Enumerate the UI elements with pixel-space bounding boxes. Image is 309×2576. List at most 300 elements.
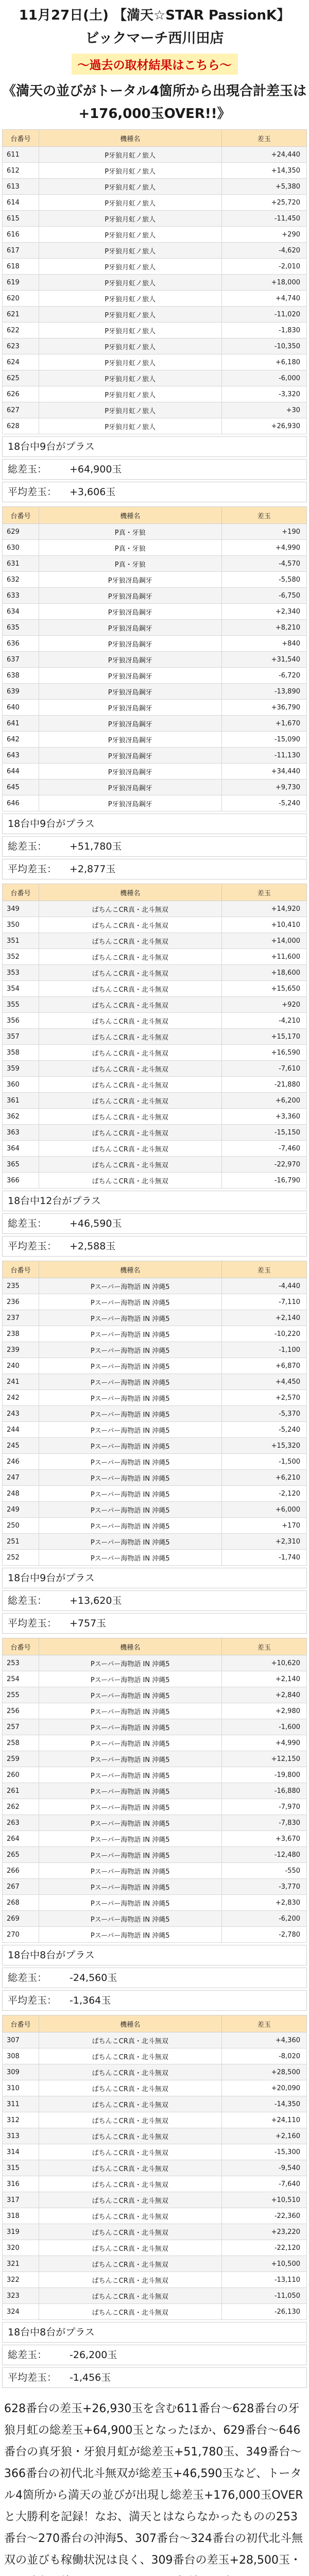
table-row bbox=[3, 1470, 307, 1486]
table-row bbox=[3, 338, 307, 354]
machine-name: P牙狼月虹ノ旅人 bbox=[39, 323, 221, 338]
difference-balls: -15,150 bbox=[221, 1125, 306, 1141]
machine-name: ぱちんこCR真・北斗無双 bbox=[39, 1077, 221, 1093]
machine-name: Pスーパー海物語 IN 沖縄5 bbox=[39, 1518, 221, 1534]
machine-number: 365 bbox=[3, 1157, 39, 1173]
table-row bbox=[3, 604, 307, 620]
machine-number: 260 bbox=[3, 1767, 39, 1783]
machine-name: Pスーパー海物語 IN 沖縄5 bbox=[39, 1374, 221, 1390]
difference-balls: +14,350 bbox=[221, 163, 306, 179]
difference-balls: -22,360 bbox=[221, 2208, 306, 2224]
table-row bbox=[3, 1879, 307, 1895]
machine-number: 263 bbox=[3, 1815, 39, 1831]
machine-name: P牙狼月虹ノ旅人 bbox=[39, 418, 221, 434]
table-row bbox=[3, 2112, 307, 2128]
machine-number: 244 bbox=[3, 1422, 39, 1438]
difference-balls: +6,000 bbox=[221, 1502, 306, 1518]
machine-number: 360 bbox=[3, 1077, 39, 1093]
table-row bbox=[3, 1655, 307, 1671]
table-row bbox=[3, 779, 307, 795]
machine-number: 612 bbox=[3, 163, 39, 179]
machine-number: 644 bbox=[3, 764, 39, 779]
machine-number: 623 bbox=[3, 338, 39, 354]
table-row bbox=[3, 1863, 307, 1879]
table-row bbox=[3, 370, 307, 386]
machine-name: Pスーパー海物語 IN 沖縄5 bbox=[39, 1863, 221, 1879]
table-row bbox=[3, 1077, 307, 1093]
difference-balls: -12,480 bbox=[221, 1847, 306, 1863]
machine-name: ぱちんこCR真・北斗無双 bbox=[39, 933, 221, 949]
average-value: +3,606玉 bbox=[70, 486, 116, 498]
table-row bbox=[3, 949, 307, 965]
difference-balls: +25,720 bbox=[221, 195, 306, 211]
table-row bbox=[3, 2208, 307, 2224]
machine-name: P牙狼冴島鋼牙 bbox=[39, 684, 221, 700]
difference-balls: +18,000 bbox=[221, 275, 306, 291]
machine-name: P真・牙狼 bbox=[39, 556, 221, 572]
machine-number: 614 bbox=[3, 195, 39, 211]
table-row bbox=[3, 1310, 307, 1326]
total-value: -24,560玉 bbox=[70, 1972, 117, 1984]
table-row bbox=[3, 1927, 307, 1943]
machine-name: P牙狼冴島鋼牙 bbox=[39, 652, 221, 668]
machine-number: 643 bbox=[3, 748, 39, 764]
difference-balls: +15,320 bbox=[221, 1438, 306, 1454]
machine-number: 636 bbox=[3, 636, 39, 652]
machine-name: ぱちんこCR真・北斗無双 bbox=[39, 2208, 221, 2224]
col-header-no: 台番号 bbox=[3, 1261, 39, 1278]
difference-balls: +14,920 bbox=[221, 901, 306, 917]
machine-number: 359 bbox=[3, 1061, 39, 1077]
total-difference bbox=[2, 2345, 307, 2365]
difference-balls: -6,720 bbox=[221, 668, 306, 684]
table-row bbox=[3, 1751, 307, 1767]
machine-number: 615 bbox=[3, 211, 39, 227]
table-row bbox=[3, 1109, 307, 1125]
machine-number: 259 bbox=[3, 1751, 39, 1767]
col-header-sa: 差玉 bbox=[221, 507, 306, 524]
machine-number: 268 bbox=[3, 1895, 39, 1911]
table-row bbox=[3, 1342, 307, 1358]
table-row bbox=[3, 588, 307, 604]
difference-balls: +26,930 bbox=[221, 418, 306, 434]
table-row bbox=[3, 354, 307, 370]
difference-balls: +4,740 bbox=[221, 291, 306, 307]
col-header-sa: 差玉 bbox=[221, 2015, 306, 2032]
machine-name: P牙狼冴島鋼牙 bbox=[39, 700, 221, 716]
table-row bbox=[3, 1438, 307, 1454]
machine-name: Pスーパー海物語 IN 沖縄5 bbox=[39, 1550, 221, 1566]
machine-number: 361 bbox=[3, 1093, 39, 1109]
table-row bbox=[3, 2240, 307, 2256]
total-label: 総差玉： bbox=[8, 841, 47, 852]
total-value: +46,590玉 bbox=[70, 1218, 122, 1229]
table-row bbox=[3, 917, 307, 933]
machine-name: Pスーパー海物語 IN 沖縄5 bbox=[39, 1390, 221, 1406]
difference-balls: -1,740 bbox=[221, 1550, 306, 1566]
difference-balls: +4,990 bbox=[221, 540, 306, 556]
machine-name: ぱちんこCR真・北斗無双 bbox=[39, 1093, 221, 1109]
col-header-sa: 差玉 bbox=[221, 130, 306, 147]
machine-number: 618 bbox=[3, 259, 39, 275]
total-label: 総差玉： bbox=[8, 1595, 47, 1606]
machine-number: 363 bbox=[3, 1125, 39, 1141]
machine-name: Pスーパー海物語 IN 沖縄5 bbox=[39, 1735, 221, 1751]
machine-number: 313 bbox=[3, 2128, 39, 2144]
table-row bbox=[3, 1735, 307, 1751]
table-row bbox=[3, 243, 307, 259]
machine-name: P真・牙狼 bbox=[39, 540, 221, 556]
difference-balls: -16,880 bbox=[221, 1783, 306, 1799]
difference-balls: -10,220 bbox=[221, 1326, 306, 1342]
result-block bbox=[0, 1261, 309, 1638]
difference-balls: -550 bbox=[221, 1863, 306, 1879]
machine-number: 310 bbox=[3, 2080, 39, 2096]
machine-name: ぱちんこCR真・北斗無双 bbox=[39, 2048, 221, 2064]
difference-balls: -11,020 bbox=[221, 307, 306, 323]
machine-number: 266 bbox=[3, 1863, 39, 1879]
machine-number: 628 bbox=[3, 418, 39, 434]
machine-number: 646 bbox=[3, 795, 39, 811]
plus-count-summary: 18台中9台がプラス bbox=[2, 1568, 307, 1588]
result-block bbox=[0, 506, 309, 884]
total-value: +64,900玉 bbox=[70, 464, 122, 475]
col-header-sa: 差玉 bbox=[221, 1638, 306, 1655]
table-row bbox=[3, 323, 307, 338]
machine-number: 321 bbox=[3, 2256, 39, 2272]
difference-balls: -7,830 bbox=[221, 1815, 306, 1831]
table-row bbox=[3, 1061, 307, 1077]
table-row bbox=[3, 1093, 307, 1109]
average-label: 平均差玉： bbox=[8, 1618, 57, 1629]
difference-balls: +10,620 bbox=[221, 1655, 306, 1671]
difference-balls: +6,210 bbox=[221, 1470, 306, 1486]
difference-balls: -7,610 bbox=[221, 1061, 306, 1077]
machine-name: ぱちんこCR真・北斗無双 bbox=[39, 901, 221, 917]
table-row bbox=[3, 1815, 307, 1831]
average-label: 平均差玉： bbox=[8, 486, 57, 498]
machine-number: 638 bbox=[3, 668, 39, 684]
difference-balls: -4,440 bbox=[221, 1278, 306, 1294]
machine-name: P真・牙狼 bbox=[39, 524, 221, 540]
machine-name: ぱちんこCR真・北斗無双 bbox=[39, 965, 221, 981]
table-row bbox=[3, 1294, 307, 1310]
table-row bbox=[3, 1486, 307, 1502]
machine-name: Pスーパー海物語 IN 沖縄5 bbox=[39, 1703, 221, 1719]
table-row bbox=[3, 1045, 307, 1061]
machine-number: 250 bbox=[3, 1518, 39, 1534]
results-table bbox=[2, 129, 307, 434]
machine-number: 314 bbox=[3, 2144, 39, 2160]
table-row bbox=[3, 2080, 307, 2096]
difference-balls: +2,140 bbox=[221, 1671, 306, 1687]
difference-balls: +30 bbox=[221, 402, 306, 418]
past-results-link[interactable]: ～過去の取材結果はこちら～ bbox=[72, 54, 238, 75]
table-row bbox=[3, 1687, 307, 1703]
machine-name: P牙狼月虹ノ旅人 bbox=[39, 243, 221, 259]
difference-balls: -5,580 bbox=[221, 572, 306, 588]
machine-name: P牙狼月虹ノ旅人 bbox=[39, 386, 221, 402]
difference-balls: -4,570 bbox=[221, 556, 306, 572]
machine-number: 264 bbox=[3, 1831, 39, 1847]
machine-name: P牙狼冴島鋼牙 bbox=[39, 764, 221, 779]
machine-name: ぱちんこCR真・北斗無双 bbox=[39, 2144, 221, 2160]
table-row bbox=[3, 1799, 307, 1815]
machine-number: 311 bbox=[3, 2096, 39, 2112]
table-row bbox=[3, 1534, 307, 1550]
machine-number: 240 bbox=[3, 1358, 39, 1374]
col-header-machine: 機種名 bbox=[39, 507, 221, 524]
difference-balls: +34,440 bbox=[221, 764, 306, 779]
machine-number: 269 bbox=[3, 1911, 39, 1927]
average-difference bbox=[2, 2367, 307, 2388]
plus-count-summary: 18台中9台がプラス bbox=[2, 814, 307, 834]
average-label: 平均差玉： bbox=[8, 2372, 57, 2383]
machine-number: 267 bbox=[3, 1879, 39, 1895]
difference-balls: -2,010 bbox=[221, 259, 306, 275]
difference-balls: -8,020 bbox=[221, 2048, 306, 2064]
machine-name: P牙狼月虹ノ旅人 bbox=[39, 147, 221, 163]
difference-balls: +15,650 bbox=[221, 981, 306, 997]
machine-number: 613 bbox=[3, 179, 39, 195]
machine-name: ぱちんこCR真・北斗無双 bbox=[39, 2176, 221, 2192]
difference-balls: -11,450 bbox=[221, 211, 306, 227]
table-row bbox=[3, 195, 307, 211]
difference-balls: -2,780 bbox=[221, 1927, 306, 1943]
machine-number: 257 bbox=[3, 1719, 39, 1735]
machine-name: Pスーパー海物語 IN 沖縄5 bbox=[39, 1911, 221, 1927]
col-header-machine: 機種名 bbox=[39, 2015, 221, 2032]
machine-number: 251 bbox=[3, 1534, 39, 1550]
machine-name: P牙狼冴島鋼牙 bbox=[39, 732, 221, 748]
machine-number: 262 bbox=[3, 1799, 39, 1815]
table-row bbox=[3, 764, 307, 779]
difference-balls: -22,970 bbox=[221, 1157, 306, 1173]
plus-count-summary: 18台中12台がプラス bbox=[2, 1191, 307, 1211]
headline-catch: 《満天の並びがトータル4箇所から出現合計差玉は+176,000玉OVER!!》 bbox=[2, 83, 307, 122]
difference-balls: +23,220 bbox=[221, 2224, 306, 2240]
table-header-row bbox=[3, 884, 307, 901]
machine-name: ぱちんこCR真・北斗無双 bbox=[39, 2224, 221, 2240]
table-row bbox=[3, 1406, 307, 1422]
machine-name: Pスーパー海物語 IN 沖縄5 bbox=[39, 1454, 221, 1470]
machine-name: ぱちんこCR真・北斗無双 bbox=[39, 2192, 221, 2208]
table-row bbox=[3, 716, 307, 732]
table-row bbox=[3, 1783, 307, 1799]
machine-number: 632 bbox=[3, 572, 39, 588]
machine-name: Pスーパー海物語 IN 沖縄5 bbox=[39, 1831, 221, 1847]
table-row bbox=[3, 2128, 307, 2144]
difference-balls: +1,670 bbox=[221, 716, 306, 732]
table-row bbox=[3, 2288, 307, 2304]
machine-number: 308 bbox=[3, 2048, 39, 2064]
result-block bbox=[0, 2015, 309, 2392]
difference-balls: +6,180 bbox=[221, 354, 306, 370]
difference-balls: -6,750 bbox=[221, 588, 306, 604]
machine-number: 617 bbox=[3, 243, 39, 259]
page-title: 11月27日(土) 【満天☆STAR PassionK】 bbox=[19, 8, 290, 23]
machine-number: 237 bbox=[3, 1310, 39, 1326]
difference-balls: -4,620 bbox=[221, 243, 306, 259]
machine-number: 235 bbox=[3, 1278, 39, 1294]
table-row bbox=[3, 965, 307, 981]
table-row bbox=[3, 2160, 307, 2176]
machine-name: ぱちんこCR真・北斗無双 bbox=[39, 2240, 221, 2256]
difference-balls: -6,000 bbox=[221, 370, 306, 386]
col-header-no: 台番号 bbox=[3, 130, 39, 147]
machine-name: ぱちんこCR真・北斗無双 bbox=[39, 2160, 221, 2176]
page-header bbox=[0, 0, 309, 125]
average-value: +757玉 bbox=[70, 1618, 107, 1629]
machine-number: 356 bbox=[3, 1013, 39, 1029]
table-row bbox=[3, 1013, 307, 1029]
table-row bbox=[3, 1326, 307, 1342]
machine-number: 631 bbox=[3, 556, 39, 572]
average-difference bbox=[2, 1990, 307, 2011]
difference-balls: +3,670 bbox=[221, 1831, 306, 1847]
machine-number: 246 bbox=[3, 1454, 39, 1470]
difference-balls: +36,790 bbox=[221, 700, 306, 716]
machine-name: P牙狼月虹ノ旅人 bbox=[39, 227, 221, 243]
machine-number: 629 bbox=[3, 524, 39, 540]
table-row bbox=[3, 1550, 307, 1566]
table-row bbox=[3, 2304, 307, 2320]
table-row bbox=[3, 1278, 307, 1294]
machine-number: 626 bbox=[3, 386, 39, 402]
difference-balls: -15,300 bbox=[221, 2144, 306, 2160]
table-header-row bbox=[3, 507, 307, 524]
difference-balls: +840 bbox=[221, 636, 306, 652]
machine-number: 350 bbox=[3, 917, 39, 933]
difference-balls: -9,540 bbox=[221, 2160, 306, 2176]
machine-name: ぱちんこCR真・北斗無双 bbox=[39, 1029, 221, 1045]
col-header-sa: 差玉 bbox=[221, 884, 306, 901]
col-header-machine: 機種名 bbox=[39, 884, 221, 901]
average-difference bbox=[2, 1613, 307, 1634]
total-label: 総差玉： bbox=[8, 2349, 47, 2361]
difference-balls: +6,200 bbox=[221, 1093, 306, 1109]
machine-name: ぱちんこCR真・北斗無双 bbox=[39, 1141, 221, 1157]
machine-number: 243 bbox=[3, 1406, 39, 1422]
table-row bbox=[3, 1029, 307, 1045]
result-block bbox=[0, 884, 309, 1261]
summary-note: 628番台の差玉+26,930玉を含む611番台〜628番台の牙狼月虹の総差玉+64,900玉となったほか、629番台〜646番台の真牙狼・牙狼月虹が総差玉+51,780玉、349番台〜366番台の初代北斗無双が総差玉+46,590玉など、トータル4箇所から満天の並びが出現し総差玉+176,000玉OVERと大勝利を記録！なお、満天とはならなかったものの253番台〜270番台の沖海5、307番台〜324番台の初代北斗無双の並びも稼働状況は良く、309番台の差玉+28,500玉・ bbox=[4, 2402, 303, 2567]
table-row bbox=[3, 179, 307, 195]
table-row bbox=[3, 1502, 307, 1518]
table-row bbox=[3, 1374, 307, 1390]
table-header-row bbox=[3, 130, 307, 147]
machine-name: ぱちんこCR真・北斗無双 bbox=[39, 2256, 221, 2272]
difference-balls: -22,120 bbox=[221, 2240, 306, 2256]
machine-name: Pスーパー海物語 IN 沖縄5 bbox=[39, 1422, 221, 1438]
machine-number: 265 bbox=[3, 1847, 39, 1863]
machine-name: ぱちんこCR真・北斗無双 bbox=[39, 981, 221, 997]
total-difference bbox=[2, 459, 307, 480]
machine-number: 357 bbox=[3, 1029, 39, 1045]
difference-balls: -26,130 bbox=[221, 2304, 306, 2320]
machine-name: Pスーパー海物語 IN 沖縄5 bbox=[39, 1278, 221, 1294]
difference-balls: +11,600 bbox=[221, 949, 306, 965]
table-row bbox=[3, 997, 307, 1013]
results-table bbox=[2, 1638, 307, 1943]
difference-balls: +290 bbox=[221, 227, 306, 243]
average-label: 平均差玉： bbox=[8, 863, 57, 875]
table-row bbox=[3, 1831, 307, 1847]
machine-name: P牙狼月虹ノ旅人 bbox=[39, 291, 221, 307]
machine-number: 633 bbox=[3, 588, 39, 604]
machine-number: 624 bbox=[3, 354, 39, 370]
difference-balls: +3,360 bbox=[221, 1109, 306, 1125]
difference-balls: +920 bbox=[221, 997, 306, 1013]
table-row bbox=[3, 2192, 307, 2208]
table-row bbox=[3, 418, 307, 434]
average-label: 平均差玉： bbox=[8, 1995, 57, 2006]
machine-name: Pスーパー海物語 IN 沖縄5 bbox=[39, 1655, 221, 1671]
machine-name: P牙狼冴島鋼牙 bbox=[39, 572, 221, 588]
table-row bbox=[3, 933, 307, 949]
result-block bbox=[0, 129, 309, 506]
machine-number: 351 bbox=[3, 933, 39, 949]
machine-name: ぱちんこCR真・北斗無双 bbox=[39, 2064, 221, 2080]
machine-name: Pスーパー海物語 IN 沖縄5 bbox=[39, 1927, 221, 1943]
table-row bbox=[3, 795, 307, 811]
table-row bbox=[3, 1911, 307, 1927]
machine-name: P牙狼冴島鋼牙 bbox=[39, 636, 221, 652]
machine-number: 364 bbox=[3, 1141, 39, 1157]
table-header-row bbox=[3, 1638, 307, 1655]
machine-name: P牙狼月虹ノ旅人 bbox=[39, 338, 221, 354]
machine-number: 355 bbox=[3, 997, 39, 1013]
difference-balls: -3,770 bbox=[221, 1879, 306, 1895]
difference-balls: +2,160 bbox=[221, 2128, 306, 2144]
total-difference bbox=[2, 1213, 307, 1234]
total-difference bbox=[2, 836, 307, 857]
table-row bbox=[3, 1125, 307, 1141]
difference-balls: -7,640 bbox=[221, 2176, 306, 2192]
table-header-row bbox=[3, 2015, 307, 2032]
difference-balls: -2,120 bbox=[221, 1486, 306, 1502]
machine-number: 252 bbox=[3, 1550, 39, 1566]
results-sections bbox=[0, 129, 309, 2392]
table-row bbox=[3, 1422, 307, 1438]
table-row bbox=[3, 2176, 307, 2192]
difference-balls: +2,570 bbox=[221, 1390, 306, 1406]
machine-name: Pスーパー海物語 IN 沖縄5 bbox=[39, 1406, 221, 1422]
difference-balls: +20,090 bbox=[221, 2080, 306, 2096]
total-value: -26,200玉 bbox=[70, 2349, 117, 2361]
machine-number: 621 bbox=[3, 307, 39, 323]
average-value: +2,588玉 bbox=[70, 1241, 116, 1252]
machine-name: ぱちんこCR真・北斗無双 bbox=[39, 2288, 221, 2304]
machine-name: Pスーパー海物語 IN 沖縄5 bbox=[39, 1783, 221, 1799]
table-row bbox=[3, 291, 307, 307]
table-row bbox=[3, 652, 307, 668]
difference-balls: +18,600 bbox=[221, 965, 306, 981]
machine-number: 317 bbox=[3, 2192, 39, 2208]
machine-name: Pスーパー海物語 IN 沖縄5 bbox=[39, 1767, 221, 1783]
machine-number: 254 bbox=[3, 1671, 39, 1687]
machine-number: 323 bbox=[3, 2288, 39, 2304]
difference-balls: +28,500 bbox=[221, 2064, 306, 2080]
machine-name: ぱちんこCR真・北斗無双 bbox=[39, 1013, 221, 1029]
difference-balls: -19,800 bbox=[221, 1767, 306, 1783]
average-difference bbox=[2, 482, 307, 502]
plus-count-summary: 18台中9台がプラス bbox=[2, 436, 307, 457]
machine-number: 241 bbox=[3, 1374, 39, 1390]
machine-name: P牙狼月虹ノ旅人 bbox=[39, 211, 221, 227]
machine-name: ぱちんこCR真・北斗無双 bbox=[39, 2096, 221, 2112]
difference-balls: -3,320 bbox=[221, 386, 306, 402]
